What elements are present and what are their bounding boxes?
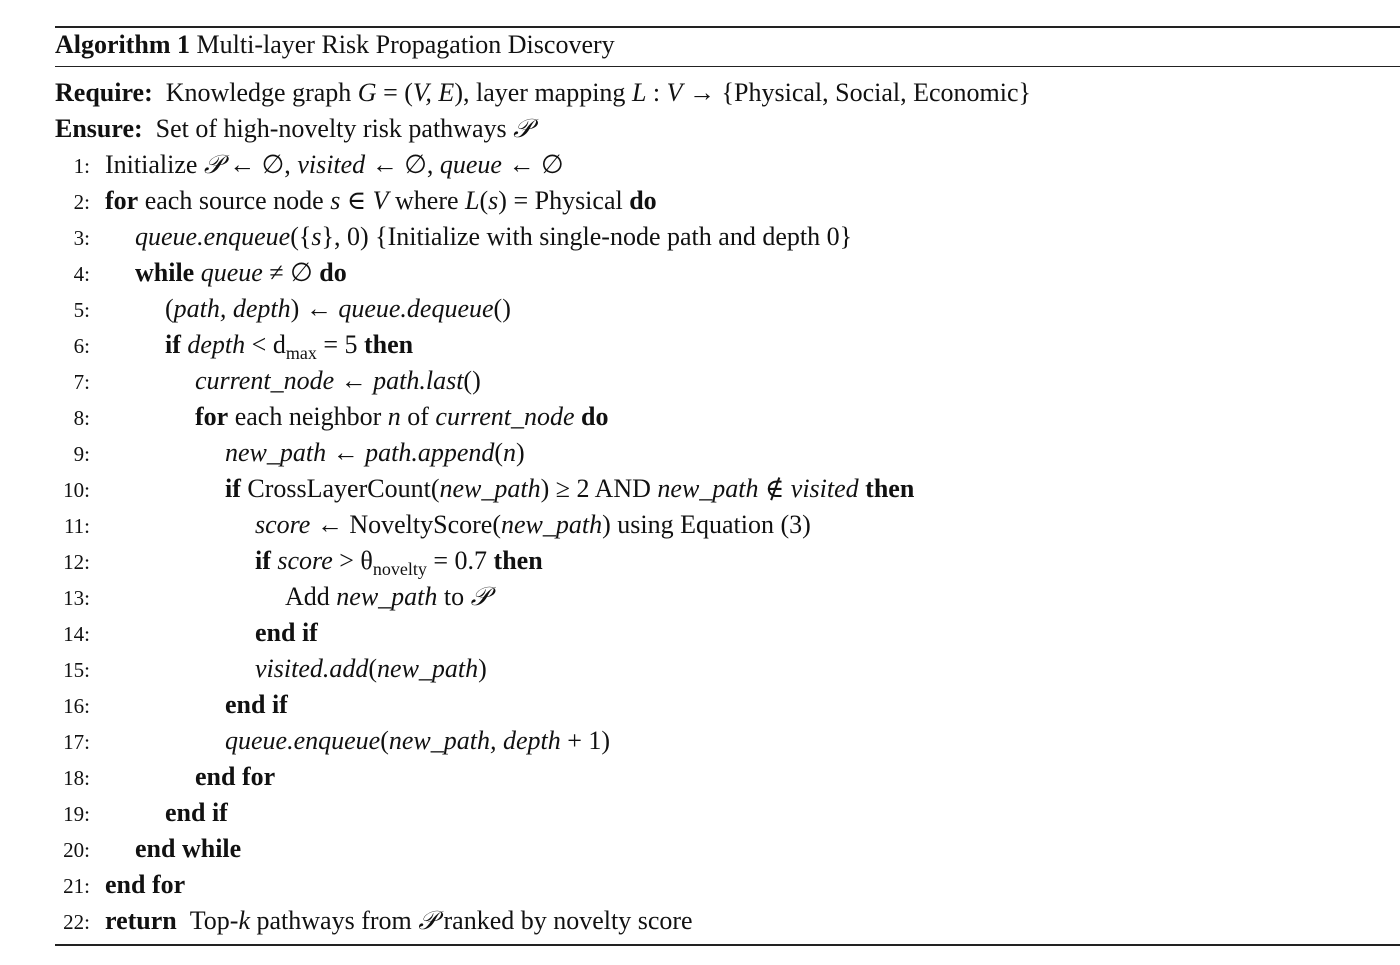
math-text: s [330,186,341,215]
line-number: 18: [63,766,90,790]
text: each source node [138,186,331,215]
text: ← ∅, [222,150,298,179]
keyword: then [865,474,915,503]
math-text: 𝒫 [470,582,490,611]
math-text: 𝒫 [513,114,532,143]
math-text: current_node [195,366,335,395]
math-text: s [488,186,499,215]
line-number: 8: [73,406,90,430]
math-text: visited [297,150,366,179]
text: Set of high-novelty risk pathways [142,114,514,143]
keyword: if [225,474,241,503]
line-number: 7: [73,370,90,394]
algorithm-line [55,690,288,721]
keyword: return [105,906,177,935]
math-text: queue.enqueue [225,726,381,755]
math-text: new_path [377,654,479,683]
algorithm-name: Multi-layer Risk Propagation Discovery [196,30,615,59]
algorithm-line [55,366,481,397]
math-text: new_path [439,474,541,503]
text: Add [285,582,337,611]
text: ) [478,654,487,683]
math-text: path.last [373,366,464,395]
line-number: 1: [73,154,90,178]
text: where [388,186,466,215]
text: ← ∅, [365,150,440,179]
algorithm-line [55,222,852,253]
text: to [437,582,471,611]
line-number: 4: [73,262,90,286]
math-text: new_path [225,438,327,467]
top-rule [55,26,1400,28]
algorithm-line [55,294,511,325]
algorithm-line [55,870,185,901]
math-text: score [277,546,333,575]
text: ≠ ∅ [262,258,320,287]
text: ({ [290,222,312,251]
algorithm-line [55,762,275,793]
math-text: k [238,906,251,935]
math-text: visited.add [255,654,369,683]
text: ← [334,366,374,395]
text: ( [368,654,378,683]
text: ( [494,438,504,467]
line-number: 2: [73,190,90,214]
text: ) using Equation (3) [602,510,811,539]
math-text: new_path [500,510,603,539]
math-text: new_path [657,474,759,503]
text: Knowledge graph [152,78,358,107]
math-text: new_path, depth [388,726,561,755]
text: ranked by novelty score [437,906,693,935]
text: → {Physical, Social, Economic} [682,78,1031,107]
algorithm-line [55,798,228,829]
line-number: 3: [73,226,90,250]
line-number: 19: [63,802,90,826]
text: each neighbor [228,402,388,431]
keyword: do [319,258,347,287]
math-text: queue.dequeue [338,294,494,323]
algorithm-line [55,510,811,541]
line-number: 10: [63,478,90,502]
math-text: L [631,78,647,107]
text: = 5 [316,330,364,359]
text: ∉ [758,474,791,503]
line-number: 9: [73,442,90,466]
keyword: end for [195,762,276,791]
math-text: path.append [365,438,495,467]
algorithm-line [55,402,609,433]
line-number: 21: [63,874,90,898]
math-text: visited [790,474,859,503]
math-text: V, E [412,78,455,107]
text: ) ← [290,294,339,323]
text: > θ [332,546,373,575]
text: CrossLayerCount( [240,474,440,503]
line-number: 11: [63,514,90,538]
text: ← [326,438,366,467]
keyword: Require: [55,78,153,107]
keyword: Ensure: [55,114,143,143]
line-number: 20: [63,838,90,862]
keyword: end while [135,834,242,863]
text: () [493,294,511,323]
text: Initialize [105,150,204,179]
text: : [646,78,667,107]
keyword: end if [165,798,228,827]
algorithm-label: Algorithm 1 [55,30,191,59]
algorithm-line [55,150,564,181]
text: + 1) [560,726,611,755]
math-text: current_node [435,402,575,431]
text: = 0.7 [426,546,494,575]
math-text: score [255,510,311,539]
keyword: do [581,402,609,431]
line-number: 17: [63,730,90,754]
algorithm-line [55,474,914,505]
algorithm-line [55,582,489,613]
text: < d [245,330,286,359]
algorithm-line [55,438,525,469]
math-text: V [372,186,389,215]
keyword: if [165,330,181,359]
keyword: do [629,186,657,215]
algorithm-line [55,726,610,757]
math-text: queue [200,258,263,287]
line-number: 5: [73,298,90,322]
keyword: end if [225,690,288,719]
math-text: s [311,222,322,251]
text: () [463,366,481,395]
keyword: end for [105,870,186,899]
keyword: for [105,186,139,215]
text: }, 0) {Initialize with single-node path and depth 0} [321,222,853,251]
text: ) [516,438,525,467]
math-text: queue [439,150,502,179]
subscript: novelty [372,559,427,579]
algorithm-line [55,330,413,368]
algorithm-line [55,258,347,289]
algorithm-title [55,30,615,60]
line-number: 13: [63,586,90,610]
math-text: 𝒫 [418,906,438,935]
line-number: 15: [63,658,90,682]
math-text: G [357,78,377,107]
math-text: n [503,438,517,467]
algorithm-line [55,546,543,584]
text: of [400,402,436,431]
math-text: new_path [336,582,438,611]
math-text: queue.enqueue [135,222,291,251]
algorithm-line [55,618,318,649]
line-number: 6: [73,334,90,358]
line-number: 22: [63,910,90,934]
bottom-rule [55,944,1400,946]
text: ) ≥ 2 AND [540,474,658,503]
text: ( [479,186,489,215]
math-text: L [465,186,480,215]
keyword: then [364,330,414,359]
math-text: path, depth [173,294,291,323]
header-rule [55,66,1400,67]
math-text: 𝒫 [203,150,223,179]
math-text: V [666,78,683,107]
text: Top- [176,906,239,935]
algorithm-line [55,186,657,217]
keyword: while [135,258,195,287]
subscript: max [285,343,317,363]
text: ( [380,726,389,755]
text: pathways from [250,906,419,935]
algorithm-line [55,834,241,865]
keyword: then [493,546,543,575]
ensure-line [55,114,532,144]
math-text: n [387,402,401,431]
math-text: depth [187,330,246,359]
keyword: for [195,402,229,431]
text: ), layer mapping [454,78,632,107]
text: ( [165,294,174,323]
keyword: if [255,546,271,575]
keyword: end if [255,618,318,647]
text: ) = Physical [498,186,630,215]
require-line [55,78,1031,108]
line-number: 14: [63,622,90,646]
text: ∈ [340,186,373,215]
algorithm-line [55,906,693,937]
text: ← NoveltyScore( [310,510,501,539]
text: ← ∅ [501,150,564,179]
line-number: 12: [63,550,90,574]
algorithm-line [55,654,487,685]
text: = ( [376,78,413,107]
line-number: 16: [63,694,90,718]
